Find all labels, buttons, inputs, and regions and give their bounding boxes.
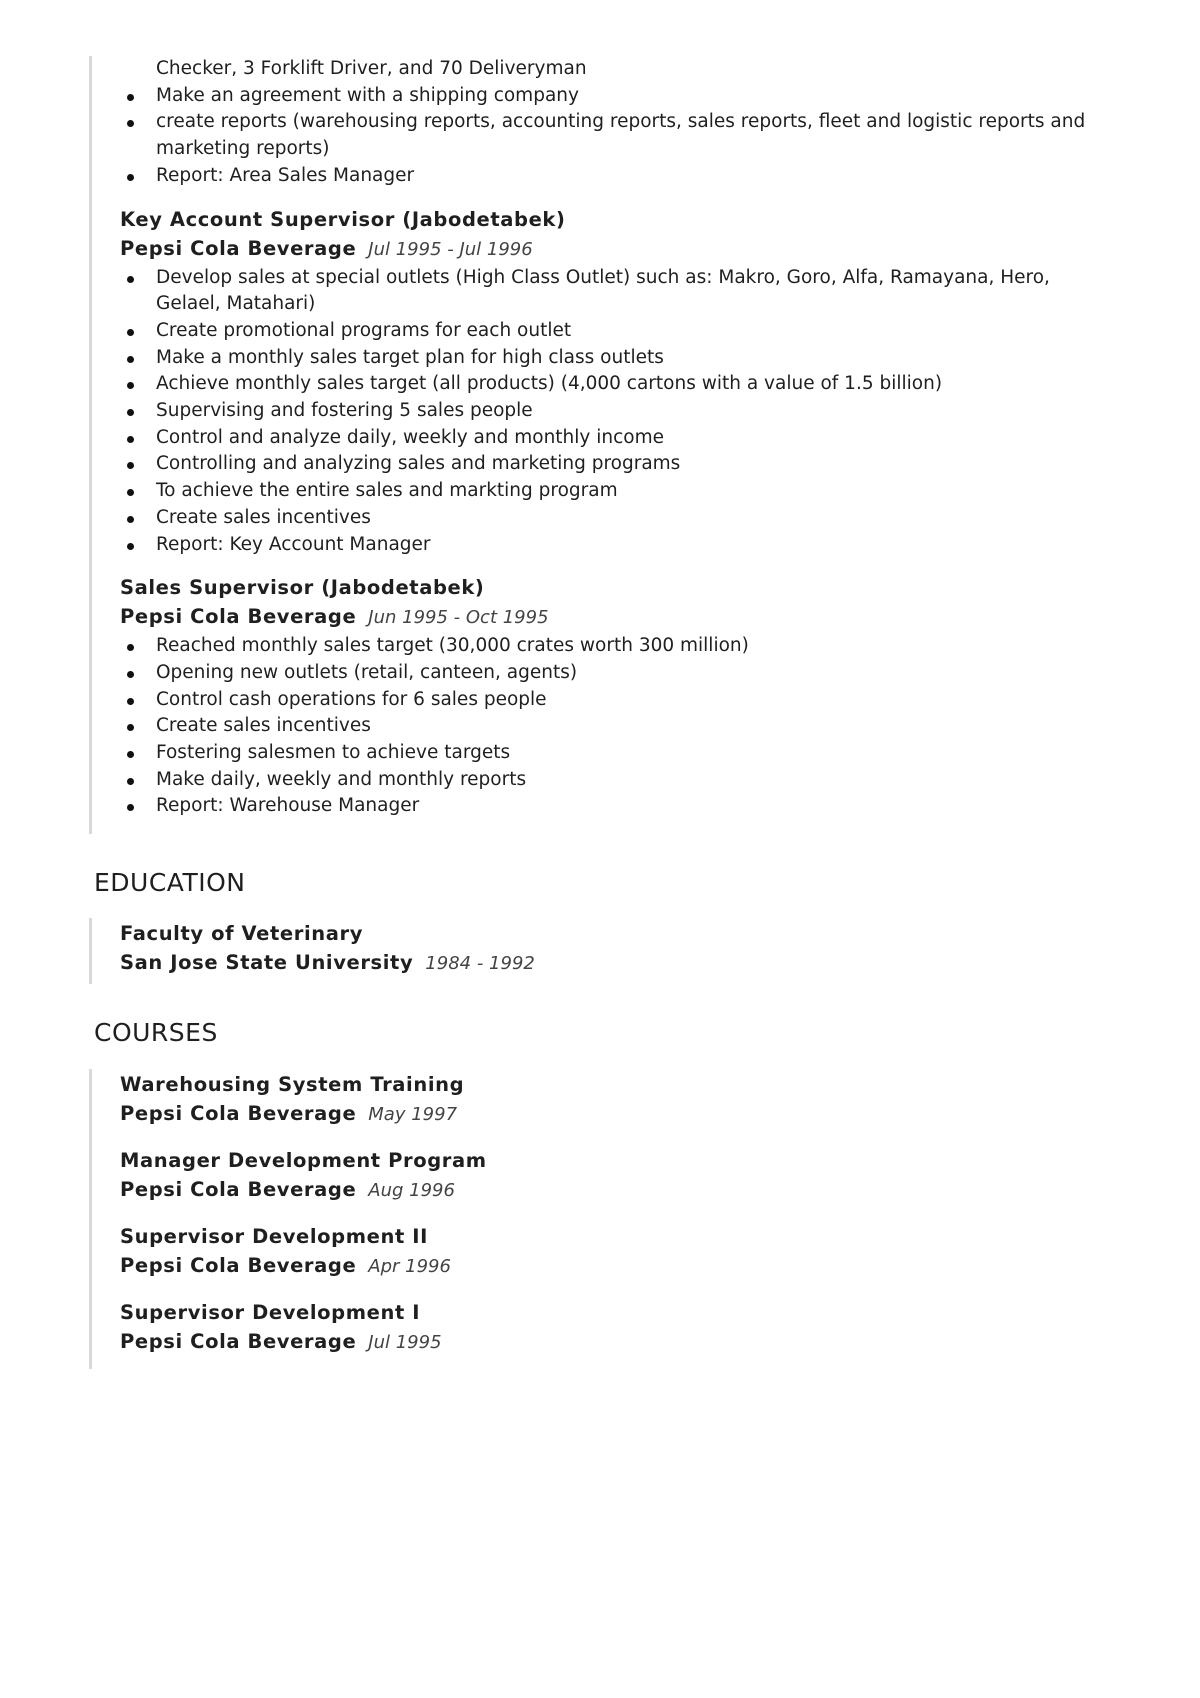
bullet-item (120, 478, 1120, 505)
bullet-icon (127, 778, 134, 785)
course-title: Warehousing System Training (120, 1073, 465, 1096)
education-degree: Faculty of Veterinary (120, 922, 364, 945)
bullet-item (120, 532, 1120, 559)
course-org: Pepsi Cola Beverage (120, 1102, 357, 1125)
continued-bullet-text: Checker, 3 Forklift Driver, and 70 Deliveryman (156, 58, 587, 79)
bullet-item (120, 318, 1120, 345)
bullet-icon (127, 329, 134, 336)
bullet-item (120, 425, 1120, 452)
bullet-text: create reports (warehousing reports, accounting reports, sales reports, fleet and logistic reports and marketing reports) (156, 111, 1086, 160)
education-school: San Jose State University (120, 951, 414, 974)
course-org: Pepsi Cola Beverage (120, 1178, 357, 1201)
bullet-text: Supervising and fostering 5 sales people (156, 400, 533, 422)
bullet-icon (127, 94, 134, 101)
bullet-icon (127, 409, 134, 416)
bullet-item (120, 660, 1120, 687)
bullet-text: Control and analyze daily, weekly and monthly income (156, 426, 665, 448)
bullet-icon (127, 382, 134, 389)
course-date: Apr 1996 (368, 1256, 451, 1277)
job-dates: Jul 1995 - Jul 1996 (368, 238, 533, 260)
bullet-text: Opening new outlets (retail, canteen, agents) (156, 661, 578, 683)
bullet-text: Make daily, weekly and monthly reports (156, 768, 527, 790)
job-bullet-list (120, 633, 1129, 820)
bullet-item (120, 713, 1120, 740)
bullet-text: Report: Key Account Manager (156, 533, 431, 555)
bullet-text: Make a monthly sales target plan for high class outlets (156, 346, 664, 368)
bullet-item (120, 398, 1120, 425)
courses-section (89, 1069, 1129, 1369)
job-org-line (120, 234, 1129, 265)
bullet-icon (127, 671, 134, 678)
job-company: Pepsi Cola Beverage (120, 236, 357, 260)
bullet-icon (127, 462, 134, 469)
bullet-text: Controlling and analyzing sales and marketing programs (156, 453, 681, 475)
bullet-icon (127, 644, 134, 651)
bullet-icon (127, 489, 134, 496)
job-title: Key Account Supervisor (Jabodetabek) (120, 207, 566, 231)
course-date: Jul 1995 (368, 1332, 442, 1353)
bullet-item (120, 505, 1120, 532)
bullet-text: To achieve the entire sales and markting program (156, 480, 618, 502)
bullet-text: Report: Area Sales Manager (156, 164, 415, 186)
bullet-item (120, 793, 1120, 820)
education-section (89, 918, 1129, 984)
bullet-text: Achieve monthly sales target (all products) (4,000 cartons with a value of 1.5 billion) (156, 373, 943, 395)
courses-heading: COURSES (94, 1018, 218, 1047)
bullet-text: Make an agreement with a shipping company (156, 84, 579, 106)
bullet-icon (127, 120, 134, 127)
job-entry (120, 206, 1129, 559)
job-org-line (120, 602, 1129, 633)
bullet-text: Create sales incentives (156, 715, 371, 737)
bullet-item (120, 740, 1120, 767)
course-org: Pepsi Cola Beverage (120, 1330, 357, 1353)
bullet-item (120, 163, 1120, 190)
bullet-item (120, 687, 1120, 714)
bullet-icon (127, 724, 134, 731)
course-org-line (120, 1327, 1129, 1358)
course-entry (120, 1223, 1129, 1282)
education-org-line (120, 948, 1129, 979)
bullet-item (120, 767, 1120, 794)
course-date: May 1997 (368, 1104, 458, 1125)
continued-bullet-list (120, 83, 1129, 190)
bullet-item (120, 109, 1120, 162)
course-org: Pepsi Cola Beverage (120, 1254, 357, 1277)
bullet-text: Develop sales at special outlets (High Class Outlet) such as: Makro, Goro, Alfa, Ramayana, Hero, Gelael, Matahari) (156, 266, 1050, 315)
bullet-text: Create promotional programs for each outlet (156, 319, 572, 341)
job-entry (120, 574, 1129, 820)
bullet-icon (127, 276, 134, 283)
bullet-icon (127, 804, 134, 811)
bullet-item (120, 345, 1120, 372)
course-org-line (120, 1251, 1129, 1282)
course-title: Supervisor Development II (120, 1225, 428, 1248)
course-date: Aug 1996 (368, 1180, 455, 1201)
bullet-text: Fostering salesmen to achieve targets (156, 742, 511, 764)
job-dates: Jun 1995 - Oct 1995 (368, 607, 549, 629)
bullet-icon (127, 436, 134, 443)
bullet-text: Create sales incentives (156, 506, 371, 528)
bullet-icon (127, 698, 134, 705)
experience-section (89, 56, 1129, 834)
bullet-icon (127, 174, 134, 181)
job-bullet-list (120, 265, 1129, 559)
bullet-item (120, 633, 1120, 660)
job-title: Sales Supervisor (Jabodetabek) (120, 576, 485, 600)
bullet-text: Reached monthly sales target (30,000 crates worth 300 million) (156, 635, 749, 657)
bullet-item (120, 451, 1120, 478)
course-entry (120, 1071, 1129, 1130)
job-company: Pepsi Cola Beverage (120, 605, 357, 629)
bullet-text: Report: Warehouse Manager (156, 795, 420, 817)
bullet-icon (127, 751, 134, 758)
course-title: Manager Development Program (120, 1149, 487, 1172)
bullet-item (120, 371, 1120, 398)
course-org-line (120, 1175, 1129, 1206)
education-heading: EDUCATION (94, 868, 246, 897)
course-entry (120, 1299, 1129, 1358)
bullet-icon (127, 356, 134, 363)
course-org-line (120, 1099, 1129, 1130)
bullet-item (120, 265, 1120, 318)
education-dates: 1984 - 1992 (425, 953, 535, 974)
course-title: Supervisor Development I (120, 1301, 421, 1324)
bullet-icon (127, 516, 134, 523)
bullet-text: Control cash operations for 6 sales people (156, 688, 547, 710)
bullet-icon (127, 543, 134, 550)
bullet-item (120, 83, 1120, 110)
course-entry (120, 1147, 1129, 1206)
